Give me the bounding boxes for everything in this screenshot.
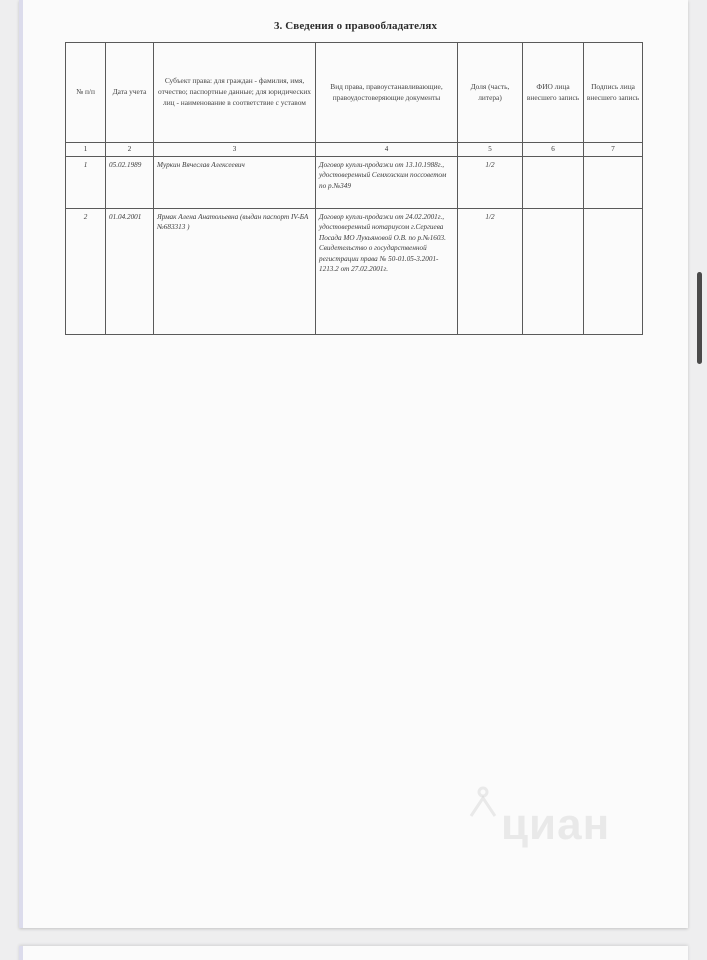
column-number: 7 (584, 143, 643, 157)
row-subject: Муркин Вячеслав Алексеевич (154, 157, 316, 209)
vertical-scrollbar-thumb[interactable] (697, 272, 702, 364)
table-row (66, 157, 643, 209)
column-number: 5 (458, 143, 523, 157)
watermark-text: циан (501, 800, 611, 849)
row-share: 1/2 (458, 209, 523, 335)
header-signature: Подпись лица внесшего запись (584, 43, 643, 143)
row-document: Договор купли-продажи от 24.02.2001г., удостоверенный нотариусом г.Сергиева Посада МО Лукьяновой О.В. по р.№1603. Свидетельство о государственной регистрации права № 50-01.05-3.2001-1213.2 от 27.02.2001г. (316, 209, 458, 335)
header-right-type: Вид права, правоустанавливающие, правоудостоверяющие документы (316, 43, 458, 143)
next-document-page (19, 946, 688, 960)
document-page (19, 0, 688, 928)
column-number-row (66, 143, 643, 157)
row-signature (584, 157, 643, 209)
row-share: 1/2 (458, 157, 523, 209)
rights-holders-table (65, 42, 643, 335)
row-document: Договор купли-продажи от 13.10.1988г., удостоверенный Семхозским поссоветом по р.№349 (316, 157, 458, 209)
row-number: 2 (66, 209, 106, 335)
column-number: 2 (106, 143, 154, 157)
page-title: 3. Сведения о правообладателях (273, 20, 438, 32)
header-author: ФИО лица внесшего запись (523, 43, 584, 143)
column-number: 4 (316, 143, 458, 157)
header-share: Доля (часть, литера) (458, 43, 523, 143)
watermark-logo-icon (463, 782, 503, 822)
row-subject: Ярмак Алена Анатольевна (выдан паспорт IV-БА №683313 ) (154, 209, 316, 335)
row-author (523, 209, 584, 335)
header-date: Дата учета (106, 43, 154, 143)
row-author (523, 157, 584, 209)
row-date: 05.02.1989 (106, 157, 154, 209)
column-number: 1 (66, 143, 106, 157)
table-header-row (66, 43, 643, 143)
header-number: № п/п (66, 43, 106, 143)
header-subject: Субъект права: для граждан - фамилия, имя, отчество; паспортные данные; для юридических лиц - наименование в соответствие с уставом (154, 43, 316, 143)
column-number: 6 (523, 143, 584, 157)
row-number: 1 (66, 157, 106, 209)
row-signature (584, 209, 643, 335)
column-number: 3 (154, 143, 316, 157)
row-date: 01.04.2001 (106, 209, 154, 335)
table-row (66, 209, 643, 335)
